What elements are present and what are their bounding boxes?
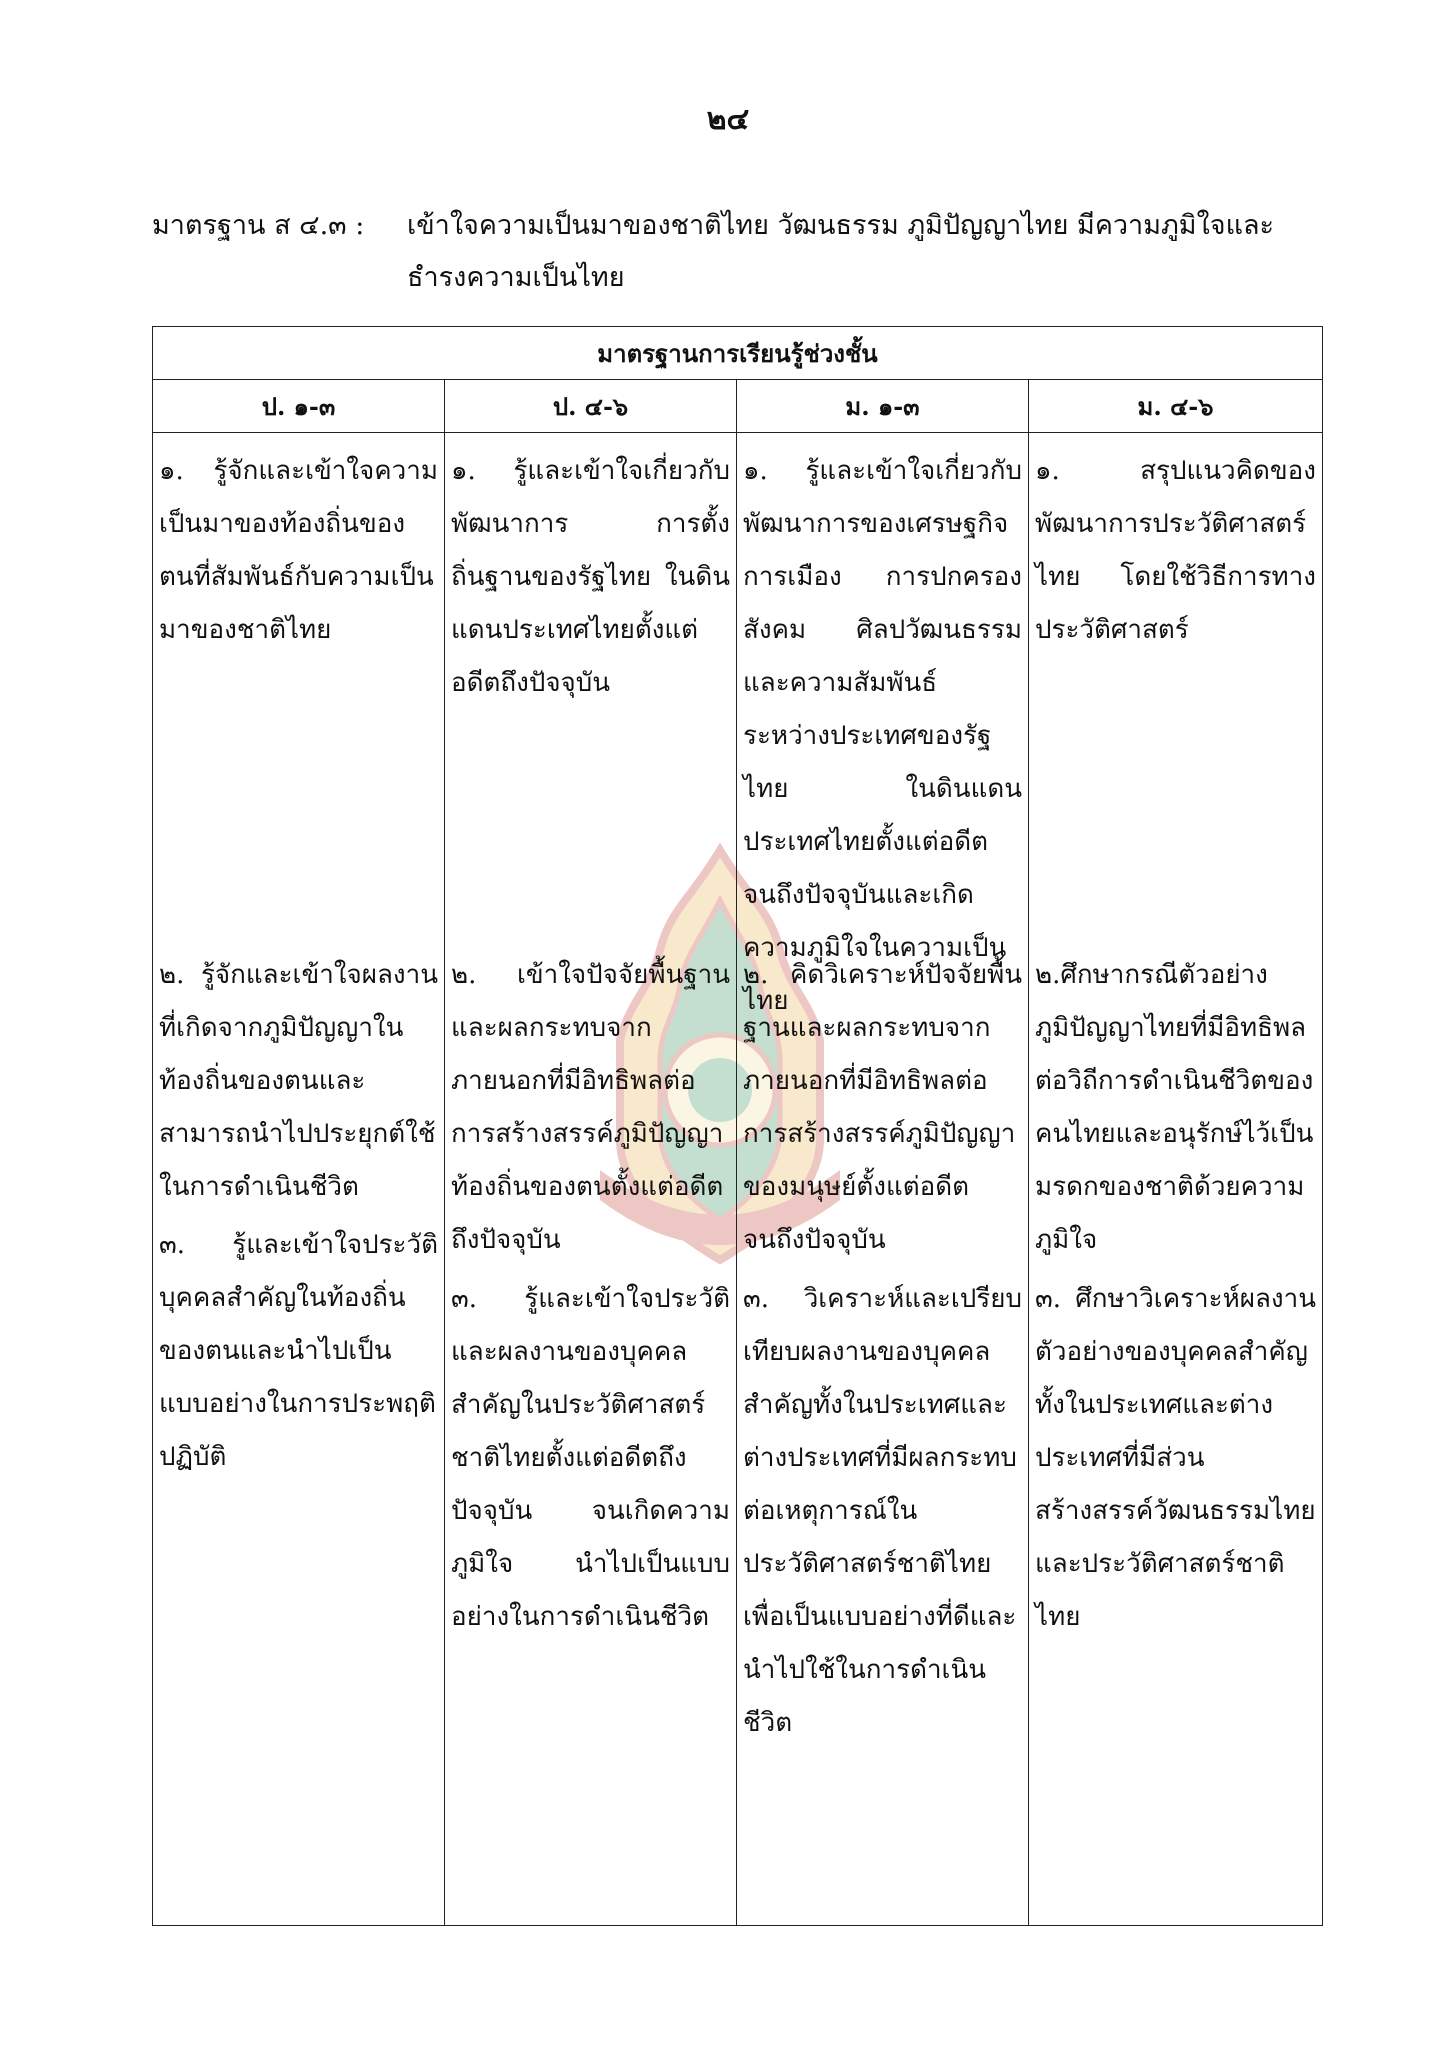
table-title: มาตรฐานการเรียนรู้ช่วงชั้น: [153, 327, 1323, 380]
column-cell-p4-6: [445, 433, 737, 1926]
standard-code: มาตรฐาน ส ๔.๓ :: [152, 210, 365, 241]
standard-item: ๓. รู้และเข้าใจประวัติบุคคลสำคัญในท้องถิ่นของตนและนำไปเป็นแบบอย่างในการประพฤติปฏิบัติ: [159, 1230, 438, 1472]
standard-item: ๑. รู้จักและเข้าใจความเป็นมาของท้องถิ่นของตนที่สัมพันธ์กับความเป็นมาของชาติไทย: [159, 456, 438, 645]
standard-item: ๑. รู้และเข้าใจเกี่ยวกับพัฒนาการ การตั้งถิ่นฐานของรัฐไทย ในดินแดนประเทศไทยตั้งแต่อดีตถึงปัจจุบัน: [451, 456, 730, 698]
column-header: ม. ๑-๓: [737, 380, 1029, 433]
page-number: ๒๔: [706, 102, 750, 137]
standard-item: ๒. เข้าใจปัจจัยพื้นฐานและผลกระทบจากภายนอกที่มีอิทธิพลต่อการสร้างสรรค์ภูมิปัญญาท้องถิ่นของตนตั้งแต่อดีตถึงปัจจุบัน: [451, 960, 730, 1255]
column-cell-m1-3: [737, 433, 1029, 1926]
standard-item: ๒.ศึกษากรณีตัวอย่างภูมิปัญญาไทยที่มีอิทธิพลต่อวิถีการดำเนินชีวิตของคนไทยและอนุรักษ์ไว้เป็นมรดกของชาติด้วยความภูมิใจ: [1035, 960, 1314, 1255]
standard-description: เข้าใจความเป็นมาของชาติไทย วัฒนธรรม ภูมิปัญญาไทย มีความภูมิใจและธำรงความเป็นไทย: [407, 210, 1275, 293]
standard-item: ๓. รู้และเข้าใจประวัติและผลงานของบุคคลสำคัญในประวัติศาสตร์ชาติไทยตั้งแต่อดีตถึงปัจจุบัน จนเกิดความภูมิใจ นำไปเป็นแบบอย่างในการดำเนินชีวิต: [451, 1284, 730, 1632]
standard-item: ๑. รู้และเข้าใจเกี่ยวกับพัฒนาการของเศรษฐกิจ การเมือง การปกครอง สังคม ศิลปวัฒนธรรม และความสัมพันธ์ระหว่างประเทศของรัฐไทย ในดินแดนประเทศไทยตั้งแต่อดีตจนถึงปัจจุบันและเกิดความภูมิใจในความเป็นไทย: [743, 456, 1022, 1016]
standards-table: [152, 326, 1323, 1926]
standard-item: ๑. สรุปแนวคิดของพัฒนาการประวัติศาสตร์ไทย โดยใช้วิธีการทางประวัติศาสตร์: [1035, 456, 1316, 645]
column-cell-p1-3: [153, 433, 445, 1926]
standard-item: ๓. วิเคราะห์และเปรียบเทียบผลงานของบุคคลสำคัญทั้งในประเทศและต่างประเทศที่มีผลกระทบต่อเหตุการณ์ในประวัติศาสตร์ชาติไทยเพื่อเป็นแบบอย่างที่ดีและนำไปใช้ในการดำเนินชีวิต: [743, 1284, 1022, 1738]
standard-item: ๒. รู้จักและเข้าใจผลงานที่เกิดจากภูมิปัญญาในท้องถิ่นของตนและสามารถนำไปประยุกต์ใช้ในการดำเนินชีวิต: [159, 960, 438, 1202]
standard-item: ๒. คิดวิเคราะห์ปัจจัยพื้นฐานและผลกระทบจากภายนอกที่มีอิทธิพลต่อการสร้างสรรค์ภูมิปัญญาของมนุษย์ตั้งแต่อดีตจนถึงปัจจุบัน: [743, 960, 1022, 1255]
column-cell-m4-6: [1029, 433, 1323, 1926]
standard-header: [152, 200, 1322, 304]
standard-item: ๓. ศึกษาวิเคราะห์ผลงานตัวอย่างของบุคคลสำคัญทั้งในประเทศและต่างประเทศที่มีส่วนสร้างสรรค์วัฒนธรรมไทย และประวัติศาสตร์ชาติไทย: [1035, 1284, 1316, 1632]
column-header: ม. ๔-๖: [1029, 380, 1323, 433]
column-header: ป. ๔-๖: [445, 380, 737, 433]
column-header: ป. ๑-๓: [153, 380, 445, 433]
